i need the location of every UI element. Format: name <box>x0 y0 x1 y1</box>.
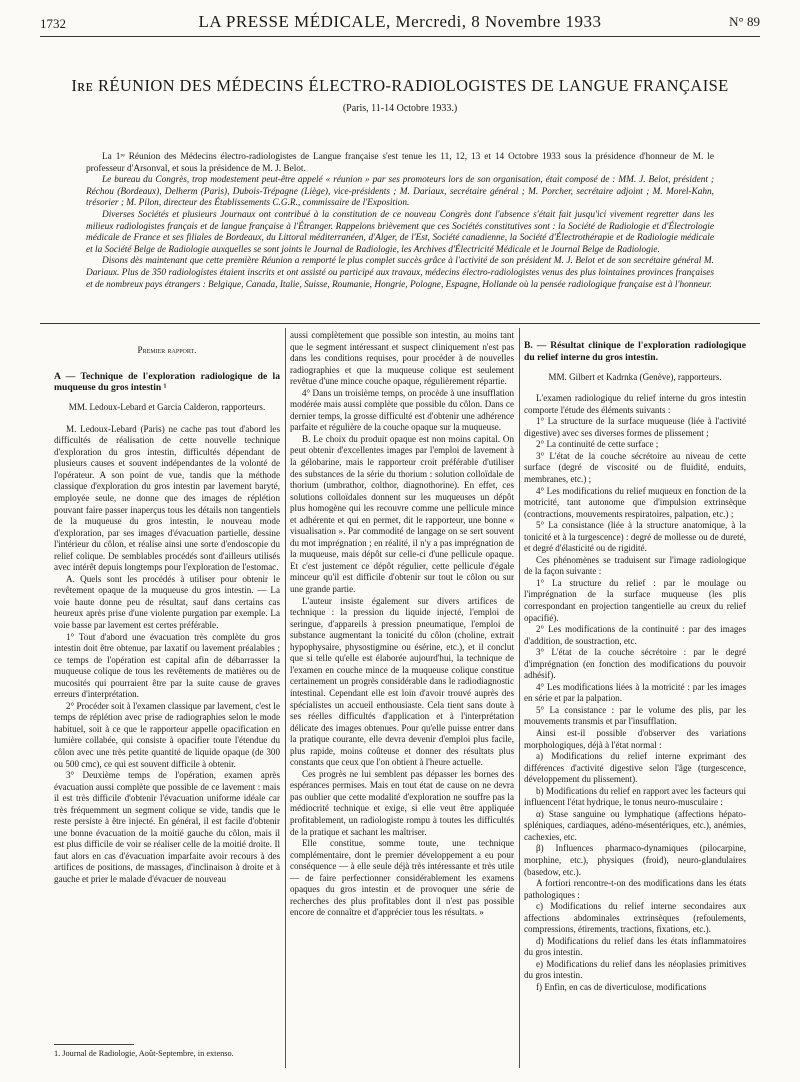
paragraph: 2° Les modifications de la continuité : par des images d'addition, de soustraction, etc. <box>524 624 746 646</box>
page-subtitle: (Paris, 11-14 Octobre 1933.) <box>342 103 458 114</box>
page-number: 1732 <box>40 16 66 31</box>
column-divider <box>285 328 286 1068</box>
paragraph: L'examen radiologique du relief interne du gros intestin comporte l'étude des éléments suivants : <box>524 393 746 415</box>
paragraph: 5° La consistance : par le volume des plis, par les mouvements transmis et par l'insufflation. <box>524 704 746 727</box>
section-authors: MM. Ledoux-Lebard et Garcia Calderon, rapporteurs. <box>68 402 266 413</box>
paragraph: 3° Deuxième temps de l'opération, examen après évacuation aussi complète que possible de ce lavement : mais il est très difficile d'obtenir l'évacuation uniforme idéale car très fréquemment un segment colique se vide, tandis que le reste persiste à être injecté. En général, il est facile d'obtenir une bonne évacuation de la moitié gauche du côlon, mais il est plus difficile de voir se réaliser celle de la moitié droite. Il faut alors en cas d'évacuation imparfaite avoir recours à des artifices de positions, de massages, d'inclinaison à droite et à gauche et prier le malade d'évacuer de nouveau <box>54 770 280 885</box>
paragraph: 5° La consistance (liée à la structure anatomique, à la tonicité et à la turgescence) : degré de mollesse ou de dureté, et degré d'élasticité ou de rigidité. <box>524 520 746 554</box>
column-divider <box>519 328 520 1068</box>
paragraph: Ainsi est-il possible d'observer des variations morphologiques, déjà à l'état normal : <box>524 728 746 750</box>
paragraph: 1° La structure du relief : par le moulage ou l'imprégnation de la surface muqueuse (les plis correspondant en projection tangentielle au creux du relief opacifié). <box>524 577 746 623</box>
header-rule <box>40 36 760 37</box>
running-title: LA PRESSE MÉDICALE, Mercredi, 8 Novembre 1933 <box>198 12 602 31</box>
paragraph: Elle constitue, somme toute, une technique complémentaire, dont le premier développement a eu pour conséquence — à elle seule déjà très intéressante et très utile — de faire perfectionner considérablement les examens opaques du gros intestin et de provoquer une série de recherches des plus profitables dont il n'est pas possible encore de connaître et d'apprécier tous les résultats. » <box>290 838 514 918</box>
paragraph: 2° Procéder soit à l'examen classique par lavement, c'est le temps de réplétion avec prise de radiographies selon le mode habituel, soit à ce que le rapporteur appelle opacification en lumière collabée, qui consiste à opacifier toute l'étendue du côlon avec une très petite quantité de liquide opaque (de 300 ou 500 cmc), ce qui est souvent difficile à obtenir. <box>54 700 280 769</box>
footnote-rule <box>54 1044 134 1045</box>
section-heading: A — Technique de l'exploration radiologique de la muqueuse du gros intestin ¹ <box>54 370 280 394</box>
paragraph: 4° Dans un troisième temps, on procède à une insufflation modérée mais aussi complète que possible du côlon. Dans ce dernier temps, la grosse difficulté est d'obtenir une adhérence parfaite et régulière de la couche opaque sur la muqueuse. <box>290 387 514 433</box>
paragraph: c) Modifications du relief interne secondaires aux affections abdominales extrinsèques (refoulements, compressions, étirements, tractions, fixations, etc.). <box>524 901 746 935</box>
paragraph: 1° La structure de la surface muqueuse (liée à l'activité digestive) avec ses diverses formes de plissement ; <box>524 416 746 438</box>
paragraph: 1° Tout d'abord une évacuation très complète du gros intestin doit être obtenue, par laxatif ou lavement préalables ; ce temps de l'opération est capital afin de débarrasser la muqueuse colique de tous les revêtements de matières ou de mucosités qui pourraient être par la suite cause de graves erreurs d'interprétation. <box>54 631 280 700</box>
paragraph: L'auteur insiste également sur divers artifices de technique : la pression du liquide injecté, l'emploi de seringue, d'appareils à pression pneumatique, l'emploi de substance augmentant la tonicité du côlon (choline, extrait hypophysaire, physostigmine ou ésérine, etc.), et il conclut que si telle qu'elle est élaborée aujourd'hui, la technique de l'examen en couche mince de la muqueuse colique constitue certainement un progrès considérable dans le radiodiagnostic intestinal. Cependant elle est loin d'avoir trouvé auprès des spécialistes un accueil enthousiaste. Cela tient sans doute à ses réelles difficultés d'application et à l'interprétation délicate des images obtenues. Pour qu'elle puisse entrer dans la pratique courante, elle devra devenir d'emploi plus facile, plus rapide, moins coûteuse et donner des résultats plus constants que ceux que l'on obtient à l'heure actuelle. <box>290 595 514 768</box>
paragraph: 3° L'état de la couche sécrétoire : par le degré d'imprégnation (en fonction des modifications du pouvoir adhésif). <box>524 647 746 681</box>
column-3 <box>524 340 746 994</box>
paragraph: α) Stase sanguine ou lymphatique (affections hépato-spléniques, cardiaques, adéno-mésentériques, etc.), anémies, cachexies, etc. <box>524 808 746 842</box>
paragraph: 3° L'état de la couche sécrétoire au niveau de cette surface (degré de viscosité ou de fluidité, enduits, membranes, etc.) ; <box>524 450 746 484</box>
paragraph: B. Le choix du produit opaque est non moins capital. On peut obtenir d'excellentes images par l'emploi de lavement à la gélobarine, mais le rapporteur croit préférable d'utiliser des substances de la série du thorium : solution colloïdale de thorium (umbrathor, colthor, diagnothorine). En effet, ces solutions colloïdales donnent sur les muqueuses un dépôt plus homogène qui les recouvre comme une pellicule mince et adhérente et qui en permet, dit le rapporteur, une bonne « visualisation ». Par commodité de langage on se sert souvent du mot imprégnation ; en réalité, il n'y a pas imprégnation de la muqueuse, mais dépôt sur celle-ci d'une pellicule opaque. Et c'est justement ce dépôt régulier, cette pellicule d'égale minceur qu'il est difficile d'obtenir sur tout le côlon ou sur une grande partie. <box>290 433 514 595</box>
paragraph: 4° Les modifications liées à la motricité : par les images en série et par la palpation. <box>524 681 746 704</box>
paragraph: d) Modifications du relief dans les états inflammatoires du gros intestin. <box>524 935 746 958</box>
paragraph: b) Modifications du relief en rapport avec les facteurs qui influencent l'état hydrique, le tonus neuro-musculaire : <box>524 785 746 808</box>
paragraph: Ces phénomènes se traduisent sur l'image radiologique de la façon suivante : <box>524 554 746 577</box>
running-header <box>40 12 760 34</box>
paragraph: a) Modifications du relief interne exprimant des différences d'activité digestive selon l'âge (turgescence, développement du plissement). <box>524 751 746 785</box>
paragraph: aussi complètement que possible son intestin, au moins tant que le segment intéressant et suspect cliniquement n'est pas dans les conditions requises, pour procéder à de nouvelles radiographies et que la muqueuse colique est seulement revêtue d'une mince couche opaque, régulièrement répartie. <box>290 330 514 387</box>
intro-paragraph: Diverses Sociétés et plusieurs Journaux ont contribué à la constitution de ce nouveau Congrès dont l'absence s'était fait jusqu'ici vivement regretter dans les milieux radiologistes français et de langue française à l'Étranger. Rappelons brièvement que ces Sociétés constitutives sont : la Société de Radiologie et d'Électrologie médicale de France et ses filiales de Bordeaux, du Littoral méditerranéen, d'Alger, de l'Est, Société canadienne, la Société d'Électrothérapie et de Radiologie médicale et la Société Belge de Radiologie auxquelles se sont joints le Journal de Radiologie, les Archives d'Électricité Médicale et le Journal Belge de Radiologie. <box>86 209 714 255</box>
paragraph: A fortiori rencontre-t-on des modifications dans les états pathologiques : <box>524 878 746 900</box>
intro-block <box>86 152 714 291</box>
paragraph: e) Modifications du relief dans les néoplasies primitives du gros intestin. <box>524 958 746 981</box>
report-label: Premier rapport. <box>137 345 197 355</box>
intro-paragraph: La 1ʳᵉ Réunion des Médecins électro-radiologistes de Langue française s'est tenue les 11, 12, 13 et 14 Octobre 1933 sous la présidence d'honneur de M. le professeur d'Arsonval, et sous la présidence de M. J. Belot. <box>86 152 714 174</box>
intro-paragraph: Disons dès maintenant que cette première Réunion a remporté le plus complet succès grâce à l'activité de son président M. J. Belot et de son secrétaire général M. Dariaux. Plus de 350 radiologistes étaient inscrits et ont assisté ou participé aux travaux, médecins électro-radiologistes venus des plus lointaines provinces françaises et de nombreux pays étrangers : Belgique, Canada, Italie, Suisse, Roumanie, Hongrie, Pologne, Espagne, Hollande où la pensée radiologique française est à l'honneur. <box>86 256 714 290</box>
column-2 <box>290 330 514 919</box>
paragraph: 4° Les modifications du relief muqueux en fonction de la motricité, tant autonome que d'impulsion extrinsèque (contractions, mouvements respiratoires, palpation, etc.) ; <box>524 485 746 519</box>
paragraph: f) Enfin, en cas de diverticulose, modifications <box>536 982 707 993</box>
issue-number: N° 89 <box>729 14 760 29</box>
section-authors: MM. Gilbert et Kadrnka (Genève), rapporteurs. <box>548 371 722 382</box>
page-title: Iʀᴇ RÉUNION DES MÉDECINS ÉLECTRO-RADIOLOGISTES DE LANGUE FRANÇAISE <box>71 76 729 95</box>
section-heading: B. — Résultat clinique de l'exploration radiologique du relief interne du gros intestin. <box>524 340 746 363</box>
paragraph: M. Ledoux-Lebard (Paris) ne cache pas tout d'abord les difficultés de réalisation de cette nouvelle technique d'exploration du gros intestin, difficultés dépendant de plusieurs causes et souvent indépendantes de la volonté de l'opérateur. A son point de vue, tandis que la méthode classique d'exploration du gros intestin par lavement baryté, employée seule, ne donne que des images de réplétion pouvant faire passer inaperçus tous les détails non tangentiels de la muqueuse du gros intestin, le nouveau mode d'exploration, par ses images d'évacuation partielle, dessine l'intérieur du côlon, et réalise ainsi une sorte d'endoscopie du relief colique. De semblables procédés sont d'ailleurs utilisés avec intérêt depuis longtemps pour l'exploration de l'estomac. <box>54 423 280 573</box>
paragraph: β) Influences pharmaco-dynamiques (pilocarpine, morphine, etc.), physiques (froid), neuro-glandulaires (basedow, etc.). <box>524 843 746 877</box>
footnote: 1. Journal de Radiologie, Août-Septembre, in extenso. <box>54 1049 234 1058</box>
intro-rule <box>40 323 760 324</box>
intro-paragraph: Le bureau du Congrès, trop modestement peut-être appelé « réunion » par ses promoteurs lors de son organisation, était composé de : MM. J. Belot, président ; Réchou (Bordeaux), Delherm (Paris), Dubois-Trépagne (Liège), vice-présidents ; M. Dariaux, secrétaire général ; M. Porcher, secrétaire adjoint ; M. Morel-Kahn, trésorier ; M. Pilon, directeur des Établissements C.G.R., commissaire de l'Exposition. <box>86 175 714 209</box>
column-1 <box>54 345 280 886</box>
paragraph: A. Quels sont les procédés à utiliser pour obtenir le revêtement opaque de la muqueuse du gros intestin. — La voie haute donne peu de résultat, sauf dans certains cas heureux après prise d'une violente purgation par exemple. La voie basse par lavement est certes préférable. <box>54 573 280 630</box>
paragraph: 2° La continuité de cette surface ; <box>536 439 659 450</box>
paragraph: Ces progrès ne lui semblent pas dépasser les bornes des espérances permises. Mais en tout état de cause on ne devra pas oublier que cette modalité d'exploration ne souffre pas la médiocrité technique et exige, si elle veut être appliquée profitablement, un radiologiste rompu à toutes les difficultés de la pratique et sachant les maîtriser. <box>290 768 514 837</box>
